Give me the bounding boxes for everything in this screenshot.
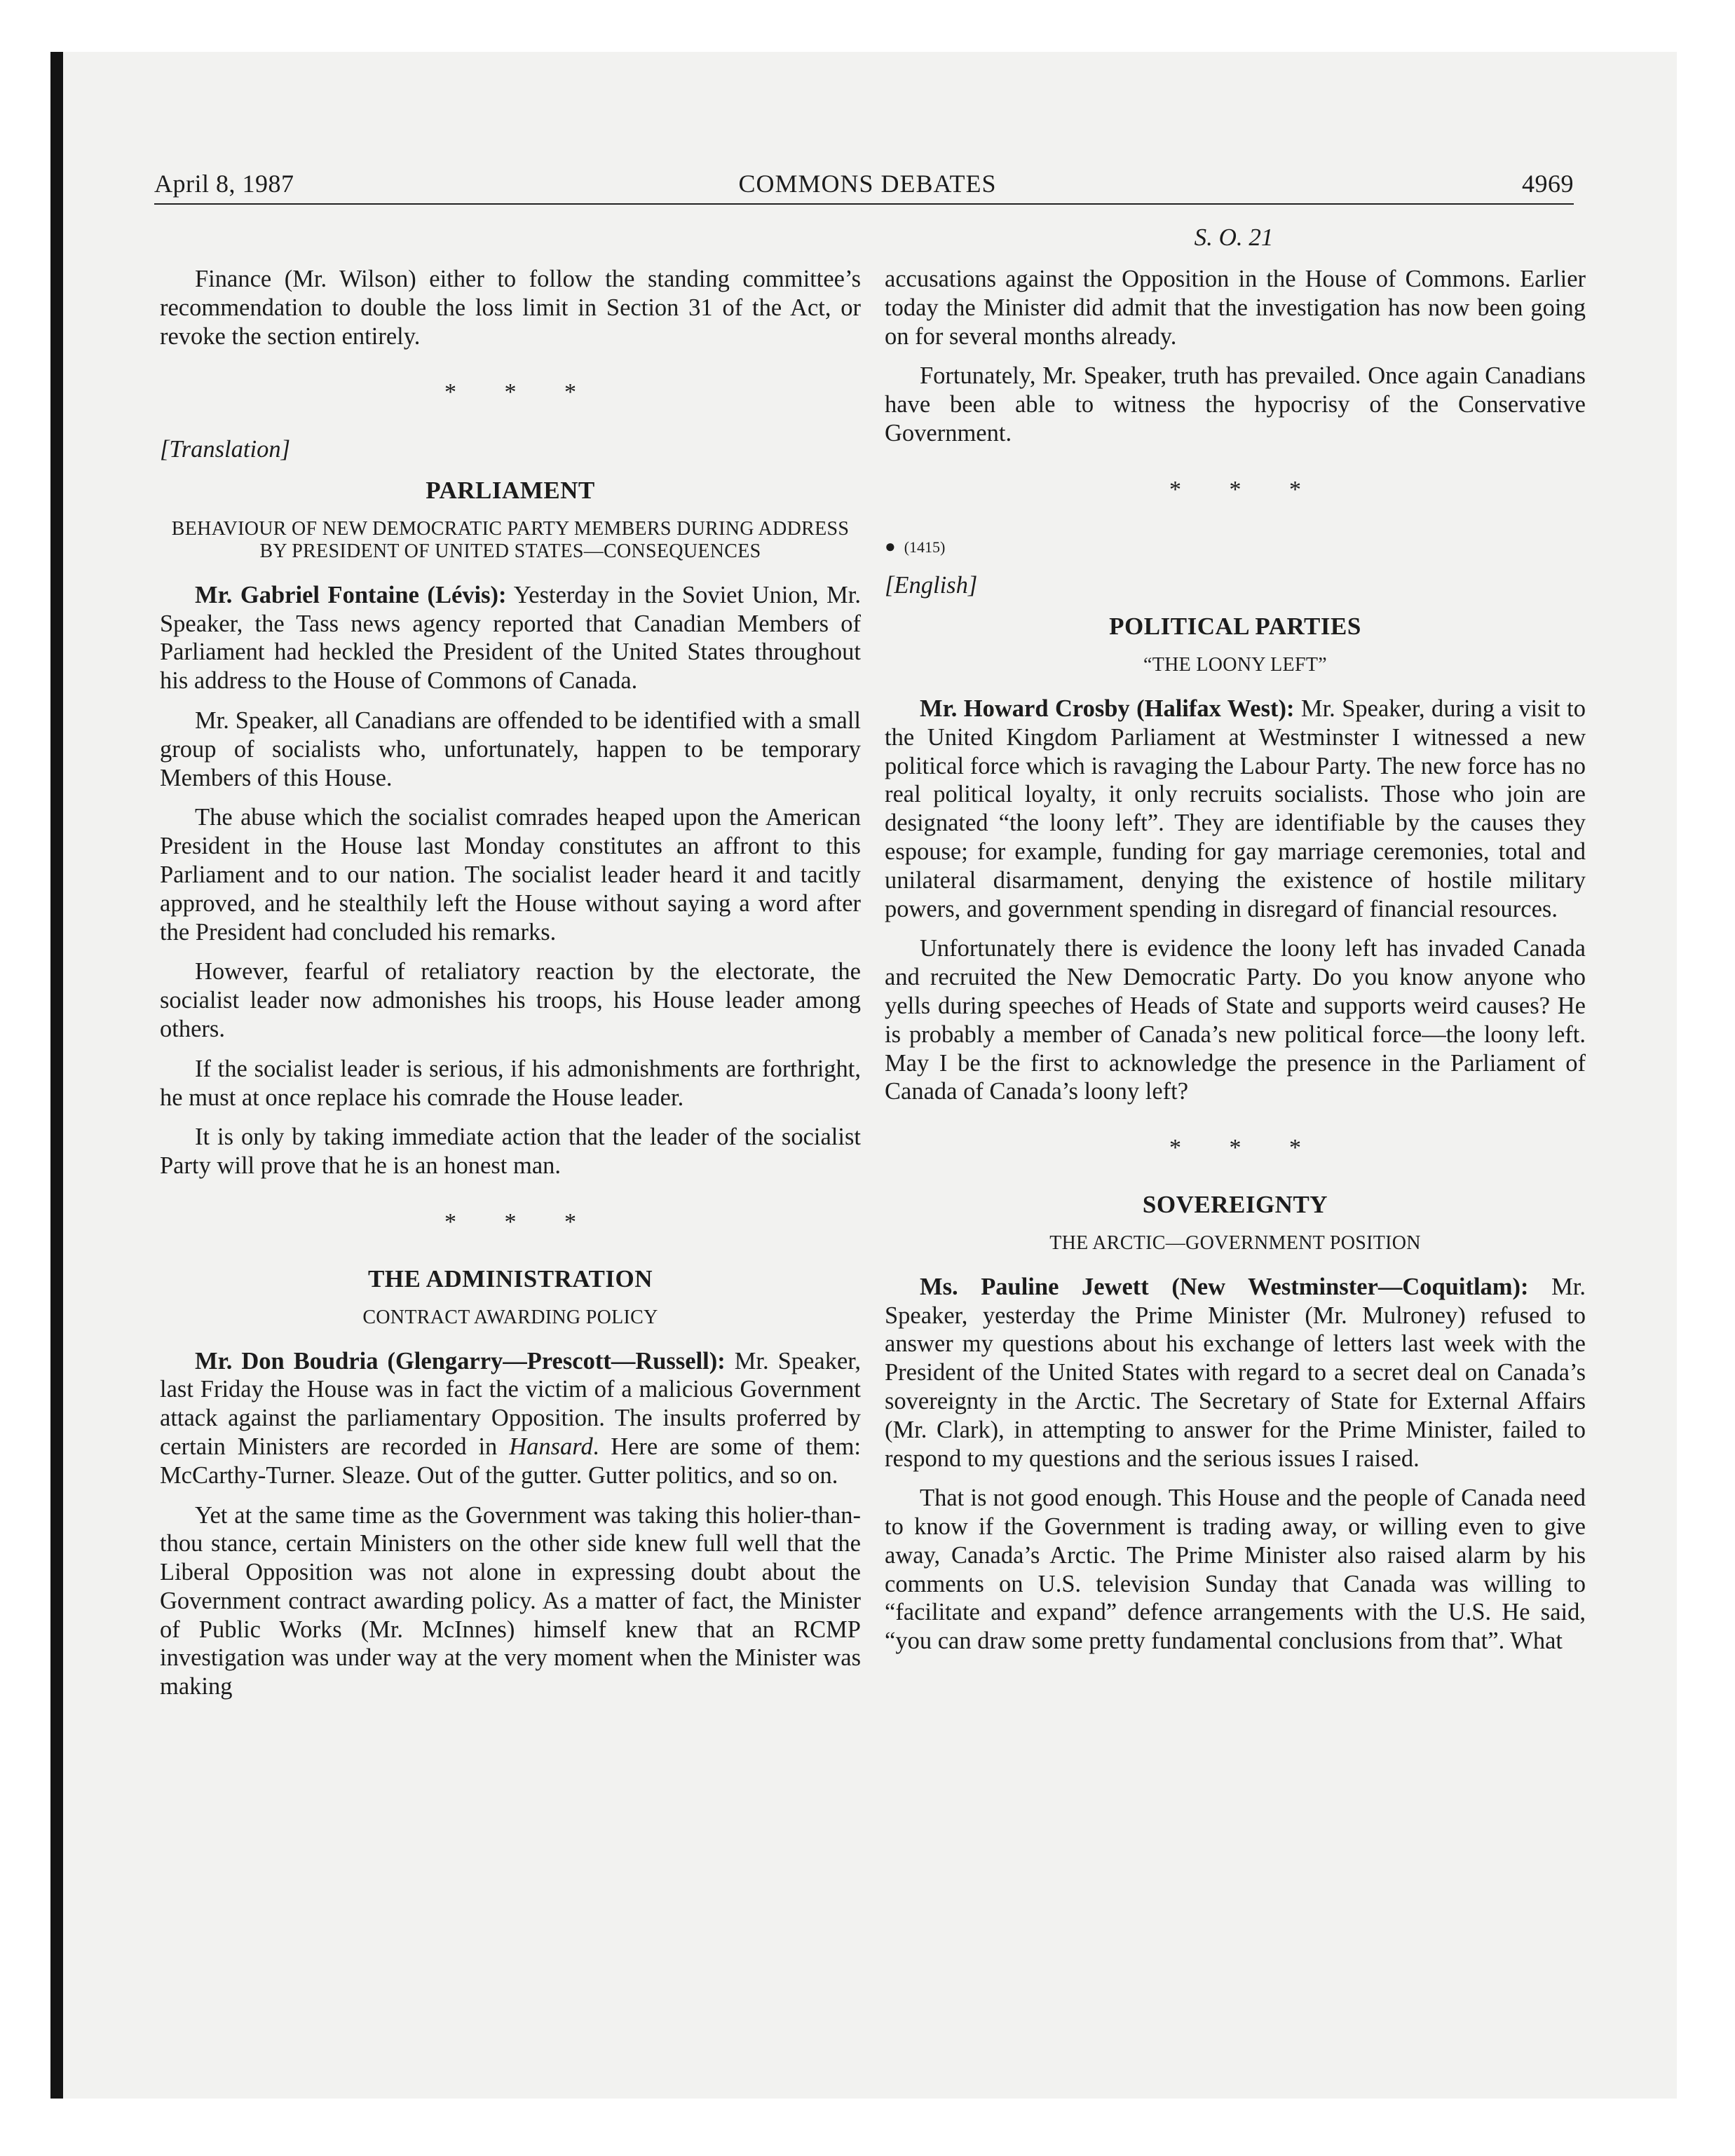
paragraph-continued: accusations against the Opposition in the House of Commons. Earlier today the Minister did admit that the investigation has now been going on for several months already. — [885, 266, 1586, 350]
right-column — [885, 265, 1586, 1667]
boudria-paragraph-2: Yet at the same time as the Government was taking this holier-than-thou stance, certain Ministers on the other side knew full well that the Liberal Opposition was not alone in expressing doubt about the Government contract awarding policy. As a matter of fact, the Minister of Public Works (Mr. McInnes) himself knew that an RCMP investigation was under way at the very moment when the Minister was making — [160, 1501, 861, 1700]
heading-parliament: PARLIAMENT — [426, 476, 595, 504]
scan-binding-edge — [50, 52, 63, 2099]
bullet-icon: ● — [885, 535, 896, 557]
time-stamp — [885, 533, 1586, 562]
crosby-paragraph-2: Unfortunately there is evidence the loony left has invaded Canada and recruited the New Democratic Party. Do you know anyone who yells during speeches of Heads of State and supports weird causes? He is probably a member of Canada’s new political force—the loony left. May I be the first to acknowledge the presence in the Parliament of Canada of Canada’s loony left? — [885, 935, 1586, 1105]
header-section-ref: S. O. 21 — [1194, 224, 1274, 251]
speaker-fontaine: Mr. Gabriel Fontaine (Lévis): — [195, 581, 507, 608]
heading-sovereignty: SOVEREIGNTY — [1142, 1190, 1328, 1218]
paragraph-continued: Finance (Mr. Wilson) either to follow the standing committee’s recommendation to double the loss limit in Section 31 of the Act, or revoke the section entirely. — [160, 266, 861, 350]
header-page-number: 4969 — [1522, 170, 1574, 198]
fontaine-paragraph-6: It is only by taking immediate action that the leader of the socialist Party will prove that he is an honest man. — [160, 1124, 861, 1180]
hansard-reference: Hansard — [509, 1433, 593, 1460]
translation-tag: [Translation] — [160, 436, 290, 463]
heading-administration: THE ADMINISTRATION — [367, 1264, 653, 1292]
jewett-text-1: Mr. Speaker, yesterday the Prime Minister (Mr. Mulroney) refused to answer my questions about his exchange of letters last week with the President of the United States with regard to a secret deal on Canada’s sovereignty in the Arctic. The Secretary of State for External Affairs (Mr. Clark), in attempting to answer for the Prime Minister, failed to respond to my questions and the serious issues I raised. — [885, 1273, 1586, 1472]
speaker-crosby: Mr. Howard Crosby (Halifax West): — [920, 695, 1295, 722]
fontaine-paragraph-1 — [160, 581, 861, 695]
left-column — [160, 265, 861, 1712]
subheading-arctic: THE ARCTIC—GOVERNMENT POSITION — [1049, 1231, 1421, 1254]
fontaine-paragraph-4: However, fearful of retaliatory reaction by the electorate, the socialist leader now admonishes his troops, his House leader among others. — [160, 958, 861, 1042]
section-separator: * * * — [444, 379, 597, 406]
speaker-jewett: Ms. Pauline Jewett (New Westminster—Coquitlam): — [920, 1273, 1529, 1300]
section-separator: * * * — [1169, 1135, 1322, 1161]
crosby-text-1: Mr. Speaker, during a visit to the United Kingdom Parliament at Westminster I witnessed a new political force which is ravaging the Labour Party. The new force has no real political loyalty, it only recruits socialists. Those who join are designated “the loony left”. They are identifiable by the causes they espouse; for example, funding for gay marriage ceremonies, total and unilateral disarmament, denying the existence of hostile military powers, and government spending in disregard of financial resources. — [885, 695, 1586, 922]
fontaine-paragraph-3: The abuse which the socialist comrades heaped upon the American President in the House last Monday constitutes an affront to this Parliament and to our nation. The socialist leader heard it and tacitly approved, and he stealthily left the House without saying a word after the President had concluded his remarks. — [160, 804, 861, 946]
section-separator: * * * — [1169, 476, 1322, 503]
header-date: April 8, 1987 — [154, 170, 294, 198]
subheading-behaviour: BEHAVIOUR OF NEW DEMOCRATIC PARTY MEMBERS DURING ADDRESS BY PRESIDENT OF UNITED STATES—CONSEQUENCES — [171, 517, 850, 562]
boudria-text-1b: . Here are some of them: McCarthy-Turner. Sleaze. Out of the gutter. Gutter politics, and so on. — [160, 1433, 861, 1489]
subheading-contract-policy: CONTRACT AWARDING POLICY — [362, 1306, 658, 1328]
fontaine-text-1: Yesterday in the Soviet Union, Mr. Speaker, the Tass news agency reported that Canadian Members of Parliament had heckled the President of the United States throughout his address to the House of Commons of Canada. — [160, 581, 861, 695]
speaker-boudria: Mr. Don Boudria (Glengarry—Prescott—Russell): — [195, 1347, 726, 1374]
boudria-paragraph-1 — [160, 1347, 861, 1490]
time-stamp-text: (1415) — [904, 538, 946, 556]
jewett-paragraph-1 — [885, 1273, 1586, 1473]
fontaine-paragraph-2: Mr. Speaker, all Canadians are offended to be identified with a small group of socialists who, unfortunately, happen to be temporary Members of this House. — [160, 707, 861, 791]
crosby-paragraph-1 — [885, 695, 1586, 923]
section-separator: * * * — [444, 1208, 597, 1235]
english-tag: [English] — [885, 572, 978, 599]
header-rule — [154, 203, 1574, 205]
subheading-loony-left: “THE LOONY LEFT” — [1143, 653, 1327, 676]
paragraph-fortunately: Fortunately, Mr. Speaker, truth has prevailed. Once again Canadians have been able to witness the hypocrisy of the Conservative Government. — [885, 362, 1586, 446]
fontaine-paragraph-5: If the socialist leader is serious, if his admonishments are forthright, he must at once replace his comrade the House leader. — [160, 1055, 861, 1111]
header-title: COMMONS DEBATES — [738, 170, 997, 198]
jewett-paragraph-2: That is not good enough. This House and the people of Canada need to know if the Government is trading away, or willing even to give away, Canada’s Arctic. The Prime Minister also raised alarm by his comments on U.S. television Sunday that Canada was willing to “facilitate and expand” defence arrangements with the U.S. He said, “you can draw some pretty fundamental conclusions from that”. What — [885, 1485, 1586, 1655]
boudria-text-1a: Mr. Speaker, last Friday the House was in fact the victim of a malicious Government attack against the parliamentary Opposition. The insults proferred by certain Ministers are recorded in — [160, 1347, 861, 1460]
heading-political-parties: POLITICAL PARTIES — [1109, 613, 1361, 641]
